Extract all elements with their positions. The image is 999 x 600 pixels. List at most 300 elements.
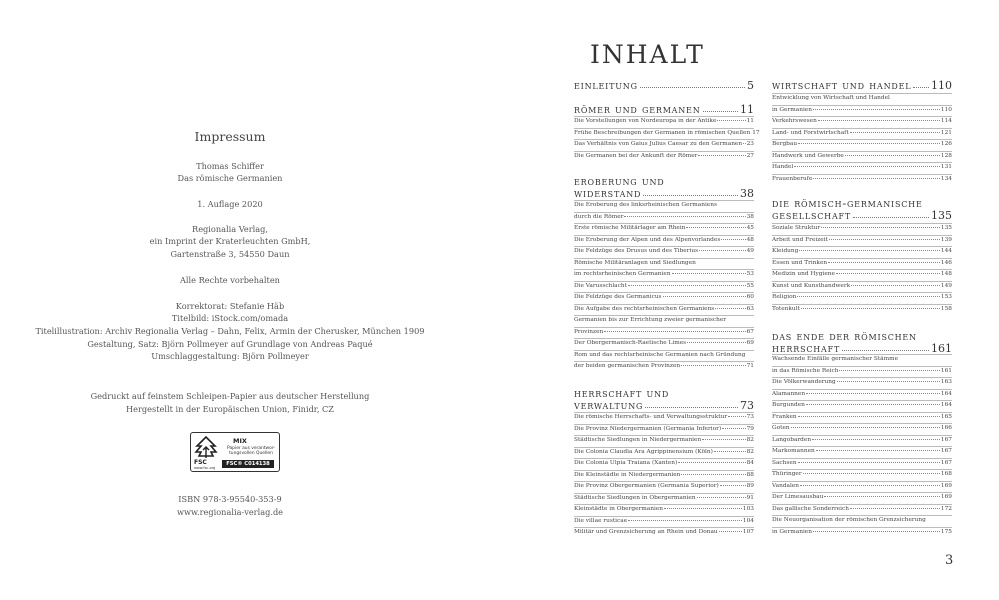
entry-rule xyxy=(772,151,952,152)
leader-dots xyxy=(728,416,746,417)
entry-rule xyxy=(772,246,952,247)
entry-rule xyxy=(574,200,754,201)
toc-entry-title: Essen und Trinken xyxy=(772,259,828,266)
toc-entry-page: 163 xyxy=(940,379,952,385)
toc-entry-title: Totenkult xyxy=(772,305,800,312)
toc-chapter xyxy=(772,330,952,355)
toc-page xyxy=(460,0,999,600)
leader-dots xyxy=(663,296,746,297)
toc-entry xyxy=(574,363,754,370)
leader-dots xyxy=(681,365,745,366)
toc-entry-page: 84 xyxy=(746,460,754,466)
leader-dots xyxy=(800,485,940,486)
toc-entry xyxy=(772,517,952,524)
toc-chapter xyxy=(574,175,754,200)
toc-entry-title: Die Germanen bei der Ankunft der Römer xyxy=(574,152,698,159)
toc-entry-title: Burgunden xyxy=(772,402,805,408)
isbn: ISBN 978-3-95540-353-9 xyxy=(178,494,282,504)
leader-dots xyxy=(697,497,746,498)
fsc-mix: MIX xyxy=(233,437,247,445)
toc-entry-title: Land- und Forstwirtschaft xyxy=(772,129,849,136)
entry-rule xyxy=(574,493,754,494)
toc-entry-page: 53 xyxy=(746,271,754,277)
leader-dots xyxy=(791,427,940,428)
toc-chapter xyxy=(772,197,952,222)
entry-rule xyxy=(772,304,952,305)
leader-dots xyxy=(824,496,940,497)
entry-rule xyxy=(574,235,754,236)
toc-entry xyxy=(574,214,754,221)
entry-rule xyxy=(574,269,754,270)
toc-chapter-title: römer und germanen xyxy=(574,102,701,116)
page-number: 3 xyxy=(945,553,954,568)
toc-chapter-title: einleitung xyxy=(574,78,638,92)
toc-entry xyxy=(772,483,952,490)
leader-dots xyxy=(803,473,940,474)
toc-entry xyxy=(574,294,754,301)
toc-entry-page: 121 xyxy=(940,129,952,136)
toc-chapter-title: herrschaft xyxy=(772,341,841,355)
leader-dots xyxy=(812,439,940,440)
book-title: Das römische Germanien xyxy=(177,173,283,183)
leader-dots xyxy=(806,393,940,394)
entry-rule xyxy=(772,128,952,129)
fsc-desc-line2: tungsvollen Quellen xyxy=(229,451,273,456)
entry-rule xyxy=(772,412,952,413)
leader-dots xyxy=(645,407,738,408)
toc-entry-title: Vandalen xyxy=(772,482,800,489)
toc-entry xyxy=(772,164,952,171)
toc-entry xyxy=(772,176,952,183)
leader-dots xyxy=(714,451,746,452)
proofreading: Korrektorat: Stefanie Häb xyxy=(175,301,285,311)
toc-entry xyxy=(772,368,952,375)
toc-entry-page: 126 xyxy=(940,141,952,147)
toc-entry-title: Frauenberufe xyxy=(772,175,813,182)
toc-entry-page: 114 xyxy=(940,118,952,124)
leader-dots xyxy=(816,450,940,451)
entry-rule xyxy=(772,481,952,482)
leader-dots xyxy=(794,166,940,167)
leader-dots xyxy=(717,120,745,121)
toc-entry-title: Provinzen xyxy=(574,328,604,335)
impressum-title: Impressum xyxy=(194,129,266,144)
entry-rule xyxy=(772,105,952,106)
toc-entry-page: 144 xyxy=(940,248,952,254)
entry-rule xyxy=(772,93,952,94)
toc-chapter-page: 135 xyxy=(931,209,952,222)
toc-entry-page: 38 xyxy=(746,213,754,220)
toc-chapter-page: 38 xyxy=(740,187,754,200)
entry-rule xyxy=(772,389,952,390)
toc-entry xyxy=(772,425,952,432)
leader-dots xyxy=(797,296,940,297)
cover-design: Umschlaggestaltung: Björn Pollmeyer xyxy=(151,351,309,361)
website: www.regionalia-verlag.de xyxy=(176,507,284,517)
entry-rule xyxy=(772,504,952,505)
toc-chapter xyxy=(772,79,952,92)
leader-dots xyxy=(628,285,746,286)
toc-entry xyxy=(574,306,754,313)
entry-rule xyxy=(772,235,952,236)
toc-entry-title: Die Colonia Ulpia Traiana (Xanten) xyxy=(574,460,678,466)
toc-entry xyxy=(772,130,952,137)
rights: Alle Rechte vorbehalten xyxy=(180,275,280,285)
toc-chapter-page: 161 xyxy=(931,342,952,355)
toc-entry xyxy=(574,317,754,324)
toc-entry xyxy=(574,437,754,444)
toc-chapter-page: 73 xyxy=(740,399,754,412)
entry-rule xyxy=(574,304,754,305)
leader-dots xyxy=(813,109,940,110)
toc-entry xyxy=(574,283,754,290)
toc-entry xyxy=(772,437,952,444)
toc-chapter xyxy=(574,103,754,116)
toc-entry-title: Die Feldzüge des Drusus und des Tiberius xyxy=(574,248,699,254)
entry-rule xyxy=(574,223,754,224)
toc-entry-page: 60 xyxy=(746,294,754,300)
toc-entry xyxy=(574,118,754,125)
leader-dots xyxy=(913,87,929,88)
toc-entry-title: Langobarden xyxy=(772,436,812,443)
toc-entry-title: in Germanien xyxy=(772,528,812,535)
entry-rule xyxy=(772,435,952,436)
toc-entry xyxy=(574,472,754,479)
toc-entry-title: Die Eroberung der Alpen und des Alpenvorlandes xyxy=(574,236,721,243)
fsc-label xyxy=(190,432,280,472)
toc-entry xyxy=(772,494,952,501)
leader-dots xyxy=(624,216,745,217)
toc-entry-title: Die Neuorganisation der römischen Grenzsicherung xyxy=(772,517,926,523)
leader-dots xyxy=(845,155,940,156)
entry-rule xyxy=(574,435,754,436)
entry-rule xyxy=(772,366,952,367)
toc-entry-title: Die Varusschlacht xyxy=(574,282,627,289)
toc-entry-page: 110 xyxy=(940,106,952,113)
entry-rule xyxy=(772,174,952,175)
entry-rule xyxy=(574,424,754,425)
entry-rule xyxy=(574,447,754,448)
toc-entry-page: 161 xyxy=(940,367,952,374)
leader-dots xyxy=(839,370,939,371)
toc-chapter-title: wirtschaft und handel xyxy=(772,78,912,92)
toc-entry-title: Die Provinz Obergermanien (Germania Superior) xyxy=(574,483,719,489)
toc-entry-page: 67 xyxy=(746,328,754,335)
toc-entry-page: 166 xyxy=(940,425,952,431)
toc-entry-title: Die Colonia Claudia Ara Agrippinensium (Köln) xyxy=(574,448,713,455)
toc-entry-title: Die Provinz Niedergermanien (Germania Inferior) xyxy=(574,425,722,432)
entry-rule xyxy=(772,354,952,355)
leader-dots xyxy=(806,404,940,405)
toc-entry-title: Germanien bis zur Errichtung zweier germanischer xyxy=(574,317,727,323)
toc-entry-page: 103 xyxy=(742,506,754,512)
design-credit: Gestaltung, Satz: Björn Pollmeyer auf Grundlage von Andreas Paqué xyxy=(87,339,373,349)
toc-entry-title: Goten xyxy=(772,425,790,431)
toc-entry-page: 128 xyxy=(940,152,952,159)
entry-rule xyxy=(772,400,952,401)
leader-dots xyxy=(813,178,940,179)
toc-entry-title: in Germanien xyxy=(772,106,812,113)
toc-entry-page: 164 xyxy=(940,402,952,408)
toc-entry-title: Thüringer xyxy=(772,471,802,477)
entry-rule xyxy=(772,292,952,293)
toc-entry-page: 146 xyxy=(940,259,952,266)
leader-dots xyxy=(798,416,940,417)
entry-rule xyxy=(772,377,952,378)
entry-rule xyxy=(574,139,754,140)
toc-chapter-leader xyxy=(772,209,952,222)
toc-entry-page: 91 xyxy=(746,494,754,501)
entry-rule xyxy=(772,116,952,117)
toc-entry-title: Kunst und Kunsthandwerk xyxy=(772,282,851,289)
toc-entry-title: Handel xyxy=(772,164,794,170)
toc-entry xyxy=(772,294,952,301)
toc-entry-title: Handwerk und Gewerbe xyxy=(772,152,844,159)
entry-rule xyxy=(574,116,754,117)
toc-entry-page: 63 xyxy=(746,305,754,312)
toc-chapter-leader xyxy=(574,103,754,116)
leader-dots xyxy=(681,474,745,475)
leader-dots xyxy=(821,227,940,228)
toc-entry xyxy=(772,283,952,290)
toc-chapter-title-line1: herrschaft und xyxy=(574,386,670,400)
toc-entry xyxy=(772,248,952,255)
toc-entry-title: Städtische Siedlungen in Niedergermanien xyxy=(574,437,702,443)
toc-entry-title: Städtische Siedlungen in Obergermanien xyxy=(574,494,696,501)
toc-entry-page: 149 xyxy=(940,282,952,289)
publisher: Regionalia Verlag, xyxy=(192,224,268,234)
leader-dots xyxy=(702,439,745,440)
toc-entry xyxy=(574,518,754,525)
toc-entry xyxy=(772,448,952,455)
leader-dots xyxy=(640,87,745,88)
toc-entry-page: 168 xyxy=(940,471,952,477)
toc-chapter-page: 5 xyxy=(747,79,754,92)
fsc-website: www.fsc.org xyxy=(194,466,216,470)
toc-entry-page: 131 xyxy=(940,164,952,170)
toc-entry-page: 107 xyxy=(742,529,754,535)
toc-entry xyxy=(574,202,754,209)
leader-dots xyxy=(721,239,745,240)
toc-entry-title: Medizin und Hygiene xyxy=(772,271,835,277)
toc-entry xyxy=(772,141,952,148)
toc-entry-page: 48 xyxy=(746,236,754,243)
toc-entry xyxy=(772,391,952,398)
toc-entry-page: 139 xyxy=(940,236,952,243)
toc-chapter-leader xyxy=(772,79,952,92)
entry-rule xyxy=(772,515,952,516)
leader-dots xyxy=(687,342,745,343)
entry-rule xyxy=(574,258,754,259)
leader-dots xyxy=(628,520,742,521)
leader-dots xyxy=(719,531,742,532)
entry-rule xyxy=(574,128,754,129)
fsc-desc-line1: Papier aus verantwor- xyxy=(227,446,275,451)
toc-chapter-title: gesellschaft xyxy=(772,208,852,222)
toc-entry xyxy=(772,118,952,125)
toc-entry-page: 169 xyxy=(940,482,952,489)
toc-entry-page: 82 xyxy=(746,437,754,443)
produced-in: Hergestellt in der Europäischen Union, Finidr, CZ xyxy=(126,404,334,414)
entry-rule xyxy=(574,481,754,482)
entry-rule xyxy=(574,281,754,282)
toc-entry xyxy=(772,356,952,363)
printed-on: Gedruckt auf feinstem Schleipen-Papier aus deutscher Herstellung xyxy=(90,391,370,401)
toc-entry-title: Die Völkerwanderung xyxy=(772,379,836,385)
entry-rule xyxy=(772,469,952,470)
leader-dots xyxy=(743,143,746,144)
toc-entry xyxy=(574,483,754,490)
entry-rule xyxy=(574,516,754,517)
toc-entry xyxy=(574,271,754,278)
toc-entry-title: Die römische Herrschafts- und Verwaltungsstruktur xyxy=(574,414,728,420)
toc-entry-title: im rechtsrheinischen Germanien xyxy=(574,271,671,277)
leader-dots xyxy=(672,273,746,274)
entry-rule xyxy=(574,527,754,528)
leader-dots xyxy=(720,485,746,486)
toc-chapter xyxy=(574,79,754,92)
toc-entry-page: 89 xyxy=(746,483,754,489)
entry-rule xyxy=(772,527,952,528)
toc-entry xyxy=(574,414,754,421)
toc-entry-title: Soziale Struktur xyxy=(772,225,821,231)
toc-entry-page: 153 xyxy=(940,294,952,300)
toc-entry xyxy=(574,506,754,513)
toc-entry-page: 69 xyxy=(746,340,754,346)
leader-dots xyxy=(850,508,940,509)
leader-dots xyxy=(643,195,738,196)
leader-dots xyxy=(837,381,940,382)
entry-rule xyxy=(574,327,754,328)
toc-entry-title: Erste römische Militärlager am Rhein xyxy=(574,225,686,231)
fsc-description xyxy=(224,446,278,456)
toc-entry-page: 73 xyxy=(746,414,754,420)
toc-entry-title: Römische Militäranlagen und Siedlungen xyxy=(574,259,696,266)
toc-entry-title: Das gallische Sonderreich xyxy=(772,505,850,512)
toc-chapter-title-line1: eroberung und xyxy=(574,174,665,188)
entry-rule xyxy=(574,458,754,459)
leader-dots xyxy=(836,273,940,274)
toc-entry xyxy=(772,379,952,386)
entry-rule xyxy=(574,504,754,505)
toc-entry-title: Wachsende Einfälle germanischer Stämme xyxy=(772,356,899,362)
toc-entry-title: Die Eroberung des linksrheinischen Germaniens xyxy=(574,202,717,208)
toc-entry xyxy=(574,141,754,148)
toc-entry-title: Alamannen xyxy=(772,390,806,397)
entry-rule xyxy=(574,292,754,293)
toc-entry-title: Die Aufgabe des rechtsrheinischen Germaniens xyxy=(574,305,715,312)
toc-entry xyxy=(574,460,754,467)
toc-entry-title: Kleidung xyxy=(772,248,799,254)
toc-entry-title: Bergbau xyxy=(772,141,798,147)
entry-rule xyxy=(772,162,952,163)
toc-entry xyxy=(574,153,754,160)
toc-entry xyxy=(574,329,754,336)
leader-dots xyxy=(798,462,940,463)
leader-dots xyxy=(698,155,745,156)
toc-entry-title: Rom und das rechtsrheinische Germanien nach Gründung xyxy=(574,351,746,358)
toc-entry-title: Entwicklung von Wirtschaft und Handel xyxy=(772,95,890,101)
toc-entry-page: 172 xyxy=(940,505,952,512)
toc-entry-page: 49 xyxy=(746,248,754,254)
toc-entry-title: der beiden germanischen Provinzen xyxy=(574,363,681,369)
toc-entry-page: 88 xyxy=(746,471,754,478)
toc-entry-title: Das Verhältnis von Gaius Julius Caesar zu den Germanen xyxy=(574,141,743,147)
toc-chapter-title-line1: das ende der römischen xyxy=(772,329,917,343)
toc-entry xyxy=(574,225,754,232)
leader-dots xyxy=(699,250,746,251)
toc-chapter-title-line1: die römisch-germanische xyxy=(772,196,923,210)
toc-entry-page: 82 xyxy=(746,448,754,455)
leader-dots xyxy=(828,262,940,263)
toc-entry-title: Die Feldzüge des Germanicus xyxy=(574,294,662,300)
toc-entry-title: Die villae rusticae xyxy=(574,517,628,524)
toc-chapter-title: widerstand xyxy=(574,186,642,200)
toc-entry-title: in das Römische Reich xyxy=(772,367,839,374)
cover-illustration: Titelillustration: Archiv Regionalia Verlag – Dahn, Felix, Armin der Cherusker, München 1909 xyxy=(35,326,425,336)
toc-entry xyxy=(772,529,952,536)
entry-rule xyxy=(772,258,952,259)
toc-entry-title: Verkehrswesen xyxy=(772,118,817,124)
toc-entry xyxy=(772,402,952,409)
toc-entry xyxy=(574,449,754,456)
toc-entry-title: Franken xyxy=(772,413,797,420)
toc-entry-page: 55 xyxy=(746,282,754,289)
toc-entry-page: 23 xyxy=(746,141,754,147)
toc-entry-title: Frühe Beschreibungen der Germanen in römischen Quellen xyxy=(574,129,751,136)
toc-entry xyxy=(772,107,952,114)
author: Thomas Schiffer xyxy=(196,161,264,171)
entry-rule xyxy=(574,361,754,362)
toc-entry-title: Der Obergermanisch-Raetische Limes xyxy=(574,340,687,346)
toc-entry xyxy=(574,426,754,433)
fsc-code: FSC® C014138 xyxy=(222,460,274,468)
toc-entry-page: 164 xyxy=(940,390,952,397)
toc-entry-page: 175 xyxy=(940,528,952,535)
entry-rule xyxy=(772,223,952,224)
toc-entry xyxy=(574,495,754,502)
entry-rule xyxy=(574,212,754,213)
toc-entry xyxy=(772,460,952,467)
leader-dots xyxy=(813,531,940,532)
toc-entry-page: 11 xyxy=(746,118,754,124)
toc-entry xyxy=(772,414,952,421)
toc-entry xyxy=(772,306,952,313)
imprint: ein Imprint der Kraterleuchten GmbH, xyxy=(149,236,311,246)
toc-entry xyxy=(574,129,760,137)
toc-entry xyxy=(772,471,952,478)
edition: 1. Auflage 2020 xyxy=(197,199,263,209)
leader-dots xyxy=(801,308,940,309)
toc-entry-title: Kleinstädte in Obergermanien xyxy=(574,506,663,512)
toc-entry xyxy=(772,506,952,513)
leader-dots xyxy=(798,143,940,144)
toc-entry-title: Der Limesausbau xyxy=(772,494,824,500)
leader-dots xyxy=(851,285,940,286)
impressum-page xyxy=(0,0,460,600)
entry-rule xyxy=(574,350,754,351)
toc-entry-page: 71 xyxy=(746,363,754,369)
leader-dots xyxy=(664,508,742,509)
toc-chapter-leader xyxy=(574,79,754,92)
toc-entry-title: Militär und Grenzsicherung an Rhein und Donau xyxy=(574,529,718,535)
leader-dots xyxy=(686,227,745,228)
fsc-logo-text: FSC xyxy=(194,459,207,466)
toc-entry-page: 45 xyxy=(746,225,754,231)
toc-entry-title: Die Kleinstädte in Niedergermanien xyxy=(574,471,681,478)
toc-chapter-title: verwaltung xyxy=(574,398,644,412)
leader-dots xyxy=(829,239,940,240)
